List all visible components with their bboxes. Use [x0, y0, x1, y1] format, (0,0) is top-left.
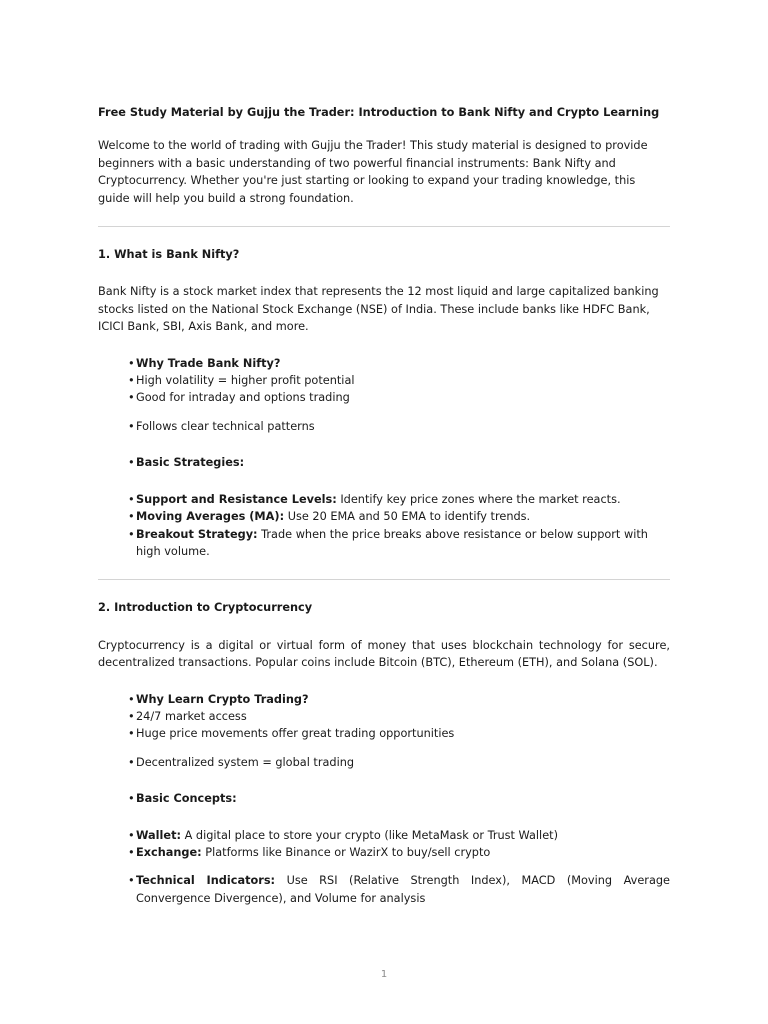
basic-concepts-list — [98, 790, 670, 907]
document-title: Free Study Material by Gujju the Trader: Introduction to Bank Nifty and Crypto Learning — [98, 106, 660, 119]
bullet-dot: • — [128, 692, 135, 706]
section-2-body: Cryptocurrency is a digital or virtual form of money that uses blockchain technology for secure, decentralized transactions. Popular coins include Bitcoin (BTC), Ethereum (ETH), and Solana (SOL). — [98, 638, 670, 670]
list-item — [128, 418, 670, 435]
why-crypto-title: Why Learn Crypto Trading? — [136, 692, 309, 706]
bullet-dot: • — [128, 874, 135, 888]
list-item — [128, 526, 670, 561]
bullet-dot: • — [128, 792, 135, 806]
list-item — [128, 508, 670, 525]
why-bank-nifty-list — [98, 355, 670, 436]
basic-strategies-title: Basic Strategies: — [136, 456, 245, 470]
section-1-body: Bank Nifty is a stock market index that represents the 12 most liquid and large capitalized banking stocks listed on the National Stock Exchange (NSE) of India. These include banks like HDFC Bank, ICICI Bank, SBI, Axis Bank, and more. — [98, 285, 659, 334]
list-item — [128, 872, 670, 907]
list-item-text: Decentralized system = global trading — [136, 755, 355, 769]
section-divider — [98, 579, 670, 580]
list-item — [128, 454, 670, 471]
bullet-dot: • — [128, 356, 135, 370]
list-item — [128, 355, 670, 372]
bullet-dot: • — [128, 374, 135, 388]
list-item-text: High volatility = higher profit potential — [136, 374, 355, 388]
bullet-dot: • — [128, 709, 135, 723]
list-item-text: Follows clear technical patterns — [136, 419, 315, 433]
bullet-dot: • — [128, 727, 135, 741]
intro-paragraph: Welcome to the world of trading with Gujju the Trader! This study material is designed to provide beginners with a basic understanding of two powerful financial instruments: Bank Nifty and Cryptocurrency. Whether you're just starting or looking to expand your trading knowledge, this guide will help you build a strong foundation. — [98, 139, 648, 205]
strategy-text: Identify key price zones where the market reacts. — [336, 492, 621, 506]
strategy-text: Use 20 EMA and 50 EMA to identify trends. — [284, 510, 531, 524]
list-item-text: Huge price movements offer great trading opportunities — [136, 727, 455, 741]
section-1-heading: 1. What is Bank Nifty? — [98, 248, 240, 262]
list-item — [128, 389, 670, 406]
basic-concepts-title: Basic Concepts: — [136, 792, 237, 806]
list-item-text: 24/7 market access — [136, 709, 247, 723]
why-crypto-list — [98, 691, 670, 772]
concept-text: A digital place to store your crypto (like MetaMask or Trust Wallet) — [181, 828, 558, 842]
bullet-dot: • — [128, 828, 135, 842]
concept-term: Exchange: — [136, 845, 202, 859]
bullet-dot: • — [128, 419, 135, 433]
bullet-dot: • — [128, 456, 135, 470]
bullet-dot: • — [128, 510, 135, 524]
strategy-text: Trade when the price breaks above resistance or below support with high volume. — [136, 527, 648, 558]
section-divider — [98, 226, 670, 227]
concept-text: Use RSI (Relative Strength Index), MACD (Moving Average Convergence Divergence), and Volume for analysis — [136, 874, 670, 905]
concept-term: Wallet: — [136, 828, 182, 842]
bullet-dot: • — [128, 755, 135, 769]
list-item-text: Good for intraday and options trading — [136, 391, 350, 405]
list-item — [128, 827, 670, 844]
basic-strategies-list — [98, 454, 670, 560]
section-2-heading: 2. Introduction to Cryptocurrency — [98, 601, 313, 615]
concept-term: Technical Indicators: — [136, 874, 276, 888]
bullet-dot: • — [128, 527, 135, 541]
list-item — [128, 691, 670, 708]
list-item — [128, 708, 670, 725]
list-item — [128, 725, 670, 742]
bullet-dot: • — [128, 391, 135, 405]
document-content — [98, 104, 670, 907]
list-item — [128, 844, 670, 861]
strategy-term: Support and Resistance Levels: — [136, 492, 337, 506]
why-bank-nifty-title: Why Trade Bank Nifty? — [136, 356, 281, 370]
bullet-dot: • — [128, 845, 135, 859]
list-item — [128, 372, 670, 389]
list-item — [128, 754, 670, 771]
bullet-dot: • — [128, 492, 135, 506]
list-item — [128, 790, 670, 807]
concept-text: Platforms like Binance or WazirX to buy/sell crypto — [201, 845, 491, 859]
list-item — [128, 491, 670, 508]
strategy-term: Breakout Strategy: — [136, 527, 258, 541]
strategy-term: Moving Averages (MA): — [136, 510, 285, 524]
page-number: 1 — [380, 969, 388, 980]
